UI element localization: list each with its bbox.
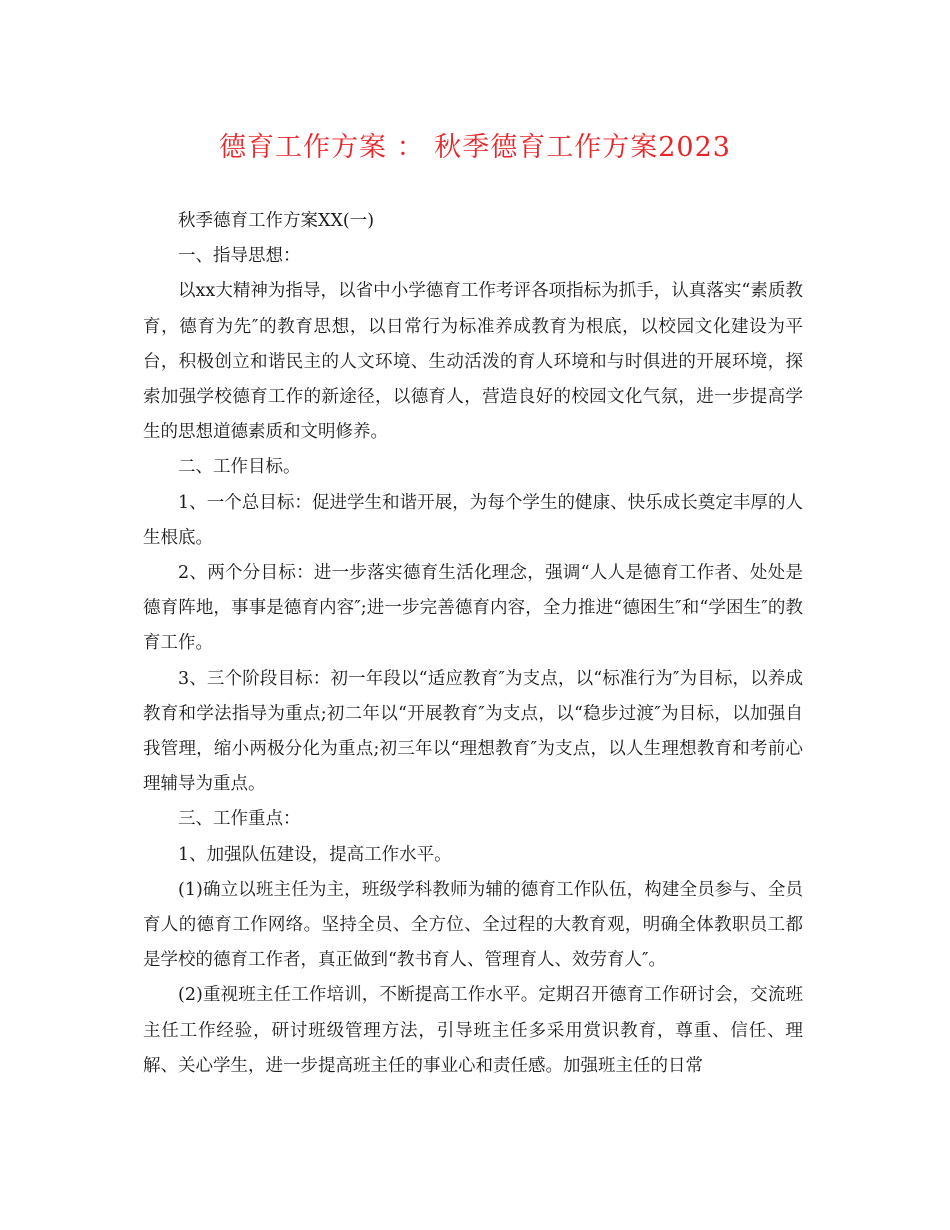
subsection-heading: 三、工作重点： [178, 809, 301, 830]
body-paragraph: 2、两个分目标：进一步落实德育生活化理念，强调“人人是德育工作者、处处是德育阵地，事事是德育内容″;进一步完善德育内容，全力推进“德困生″和“学困生″的教育工作。 [143, 563, 803, 654]
body-paragraph: (1)确立以班主任为主，班级学科教师为辅的德育工作队伍，构建全员参与、全员育人的德育工作网络。坚持全员、全方位、全过程的大教育观，明确全体教职员工都是学校的德育工作者，真正做到“教书育人、管理育人、效劳育人″。 [143, 879, 803, 971]
subsection-heading: 一、指导思想： [178, 246, 301, 267]
body-paragraph: 以xx大精神为指导，以省中小学德育工作考评各项指标为抓手，认真落实“素质教育，德育为先″的教育思想，以日常行为标准养成教育为根底，以校园文化建设为平台，积极创立和谐民主的人文环境、生动活泼的育人环境和与时俱进的开展环境，探索加强学校德育工作的新途径，以德育人，营造良好的校园文化气氛，进一步提高学生的思想道德素质和文明修养。 [143, 281, 803, 443]
body-paragraph: (2)重视班主任工作培训，不断提高工作水平。定期召开德育工作研讨会，交流班主任工作经验，研讨班级管理方法，引导班主任多采用赏识教育，尊重、信任、理解、关心学生，进一步提高班主任的事业心和责任感。加强班主任的日常 [143, 985, 803, 1076]
body-paragraph: 1、加强队伍建设，提高工作水平。 [178, 844, 452, 865]
subsection-heading: 二、工作目标。 [178, 457, 301, 478]
body-paragraph: 1、一个总目标：促进学生和谐开展，为每个学生的健康、快乐成长奠定丰厚的人生根底。 [143, 492, 803, 548]
body-paragraph: 3、三个阶段目标：初一年段以“适应教育″为支点，以“标准行为″为目标，以养成教育和学法指导为重点;初二年以“开展教育″为支点，以“稳步过渡″为目标，以加强自我管理，缩小两极分化为重点;初三年以“理想教育″为支点，以人生理想教育和考前心理辅导为重点。 [143, 668, 803, 795]
section-heading: 秋季德育工作方案XX(一) [178, 211, 375, 231]
document-title: 德育工作方案 ： 秋季德育工作方案2023 [219, 132, 731, 163]
document-body [143, 204, 803, 1084]
